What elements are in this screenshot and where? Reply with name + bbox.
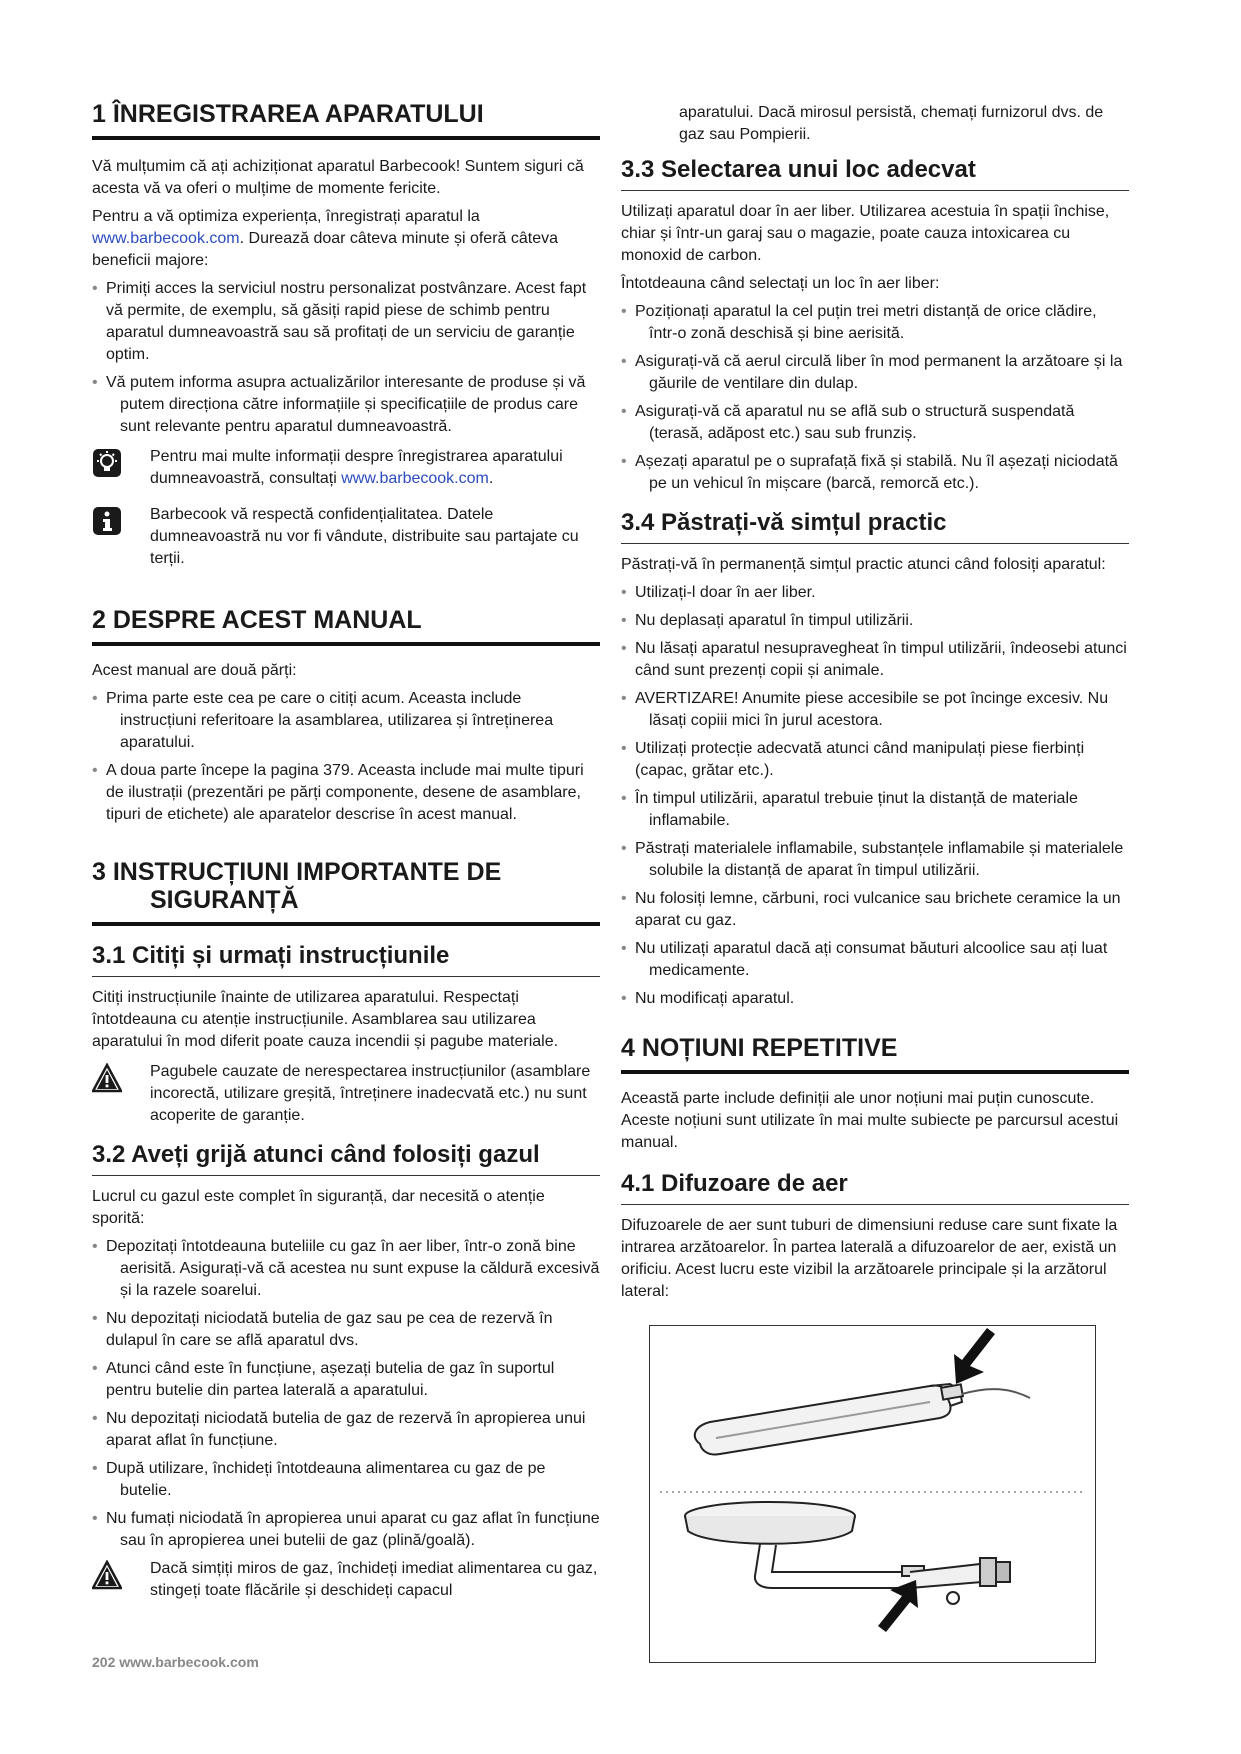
- section-3-4-title: 3.4 Păstrați-vă simțul practic: [621, 509, 1129, 544]
- list-item: • Nu fumați niciodată în apropierea unui aparat cu gaz aflat în funcțiune sau în apropierea unei butelii de gaz (plină/goală).: [92, 1508, 600, 1552]
- s33-paragraph-2: Întotdeauna când selectați un loc în aer liber:: [621, 275, 940, 292]
- list-item: • Nu utilizați aparatul dacă ați consumat băuturi alcoolice sau ați luat medicamente.: [621, 938, 1129, 982]
- warning-note: Pagubele cauzate de nerespectarea instrucțiunilor (asamblare incorectă, utilizare greșită, întreținere inadecvată etc.) nu sunt acoperite de garanție.: [92, 1061, 600, 1127]
- s32-bullets: [92, 1236, 600, 1552]
- s1-bullets: [92, 278, 600, 438]
- s33-bullets: [621, 301, 1129, 495]
- list-item: • AVERTIZARE! Anumite piese accesibile se pot încinge excesiv. Nu lăsați copiii mici în jurul acestora.: [621, 688, 1129, 732]
- list-item: • În timpul utilizării, aparatul trebuie ținut la distanță de materiale inflamabile.: [621, 788, 1129, 832]
- warning-icon: [92, 1063, 122, 1093]
- s32-paragraph: Lucrul cu gazul este complet în siguranță, dar necesită o atenție sporită:: [92, 1188, 545, 1227]
- list-item: • Nu lăsați aparatul nesupravegheat în timpul utilizării, îndeosebi atunci când sunt prezenți copii și animale.: [621, 638, 1129, 682]
- air-diffuser-illustration: [649, 1325, 1096, 1663]
- list-item: • Așezați aparatul pe o suprafață fixă și stabilă. Nu îl așezați niciodată pe un vehicul în mișcare (barcă, remorcă etc.).: [621, 451, 1129, 495]
- s2-bullets: [92, 688, 600, 826]
- list-item: • Nu folosiți lemne, cărbuni, roci vulcanice sau brichete ceramice la un aparat cu gaz.: [621, 888, 1129, 932]
- s1-paragraph-1: Vă mulțumim că ați achiziționat aparatul Barbecook! Suntem siguri că acesta vă va oferi o mulțime de momente fericite.: [92, 158, 584, 197]
- list-item: • Nu depozitați niciodată butelia de gaz de rezervă în apropierea unui aparat aflat în funcțiune.: [92, 1408, 600, 1452]
- warning-icon: [92, 1560, 122, 1590]
- left-column: [92, 100, 600, 1612]
- s2-paragraph: Acest manual are două părți:: [92, 662, 297, 679]
- info-note: Barbecook vă respectă confidențialitatea. Datele dumneavoastră nu vor fi vândute, distribuite sau partajate cu terții.: [92, 504, 600, 570]
- list-item: • Utilizați protecție adecvată atunci când manipulați piese fierbinți (capac, grătar etc.).: [621, 738, 1129, 782]
- section-1-title: 1 ÎNREGISTRAREA APARATULUI: [92, 100, 600, 140]
- list-item: • Nu deplasați aparatul în timpul utilizării.: [621, 610, 1129, 632]
- list-item: • După utilizare, închideți întotdeauna alimentarea cu gaz de pe butelie.: [92, 1458, 600, 1502]
- section-3-title: 3 INSTRUCȚIUNI IMPORTANTE DE SIGURANȚĂ: [92, 858, 600, 926]
- barbecook-link[interactable]: www.barbecook.com: [92, 230, 240, 247]
- right-column: [621, 102, 1129, 1309]
- tip-note: Pentru mai multe informații despre înregistrarea aparatului dumneavoastră, consultați www.barbecook.com.: [92, 446, 600, 490]
- section-4-1-title: 4.1 Difuzoare de aer: [621, 1170, 1129, 1205]
- lightbulb-icon: [92, 448, 122, 478]
- s1-paragraph-2: Pentru a vă optimiza experiența, înregistrați aparatul la www.barbecook.com. Durează doar câteva minute și oferă câteva beneficii majore:: [92, 208, 559, 269]
- section-3-1-title: 3.1 Citiți și urmați instrucțiunile: [92, 942, 600, 977]
- s34-bullets: [621, 582, 1129, 1010]
- list-item: • Nu modificați aparatul.: [621, 988, 1129, 1010]
- section-3-2-title: 3.2 Aveți grijă atunci când folosiți gazul: [92, 1141, 600, 1176]
- list-item: • Prima parte este cea pe care o citiți acum. Aceasta include instrucțiuni referitoare la asamblarea, utilizarea și întreținerea aparatului.: [92, 688, 600, 754]
- s4-paragraph: Această parte include definiții ale unor noțiuni mai puțin cunoscute. Aceste noțiuni sunt utilizate în mai multe subiecte pe parcursul acestui manual.: [621, 1090, 1119, 1151]
- list-item: • Nu depozitați niciodată butelia de gaz sau pe cea de rezervă în dulapul în care se află aparatul dvs.: [92, 1308, 600, 1352]
- list-item: • Utilizați-l doar în aer liber.: [621, 582, 1129, 604]
- page-footer: 202 www.barbecook.com: [92, 1654, 259, 1670]
- s33-paragraph-1: Utilizați aparatul doar în aer liber. Utilizarea acestuia în spații închise, chiar și într-un garaj sau o magazie, poate cauza intoxicarea cu monoxid de carbon.: [621, 203, 1110, 264]
- list-item: • Depozitați întotdeauna buteliile cu gaz în aer liber, într-o zonă bine aerisită. Asigurați-vă că acestea nu sunt expuse la căldură excesivă și la razele soarelui.: [92, 1236, 600, 1302]
- list-item: • Asigurați-vă că aparatul nu se află sub o structură suspendată (terasă, adăpost etc.) sau sub frunziș.: [621, 401, 1129, 445]
- s34-paragraph: Păstrați-vă în permanență simțul practic atunci când folosiți aparatul:: [621, 556, 1106, 573]
- warning-note: Dacă simțiți miros de gaz, închideți imediat alimentarea cu gaz, stingeți toate flăcările și deschideți capacul: [92, 1558, 600, 1602]
- list-item: • Vă putem informa asupra actualizărilor interesante de produse și vă putem direcționa către informațiile și specificațiile de produs care sunt relevante pentru aparatul dumneavoastră.: [92, 372, 600, 438]
- arrow-icon: [954, 1328, 995, 1384]
- list-item: • A doua parte începe la pagina 379. Aceasta include mai multe tipuri de ilustrații (prezentări pe părți componente, desene de asamblare, tipuri de etichete) ale aparatelor descrise în acest manual.: [92, 760, 600, 826]
- s41-paragraph: Difuzoarele de aer sunt tuburi de dimensiuni reduse care sunt fixate la intrarea arzătoarelor. În partea laterală a difuzoarelor de aer, există un orificiu. Acest lucru este vizibil la arzătoarele principale și la arzătorul lateral:: [621, 1217, 1118, 1300]
- list-item: • Păstrați materialele inflamabile, substanțele inflamabile și materialele solubile la distanță de aparat în timpul utilizării.: [621, 838, 1129, 882]
- s32-continuation: aparatului. Dacă mirosul persistă, chemați furnizorul dvs. de gaz sau Pompierii.: [679, 104, 1104, 143]
- list-item: • Atunci când este în funcțiune, așezați butelia de gaz în suportul pentru butelie din partea laterală a aparatului.: [92, 1358, 600, 1402]
- barbecook-link[interactable]: www.barbecook.com: [341, 470, 489, 487]
- list-item: • Poziționați aparatul la cel puțin trei metri distanță de orice clădire, într-o zonă deschisă și bine aerisită.: [621, 301, 1129, 345]
- burner-drawing: [650, 1326, 1095, 1662]
- s31-paragraph: Citiți instrucțiunile înainte de utilizarea aparatului. Respectați întotdeauna cu atenție instrucțiunile. Asamblarea sau utilizarea aparatului în mod diferit poate cauza incendii și pagube materiale.: [92, 989, 559, 1050]
- section-4-title: 4 NOȚIUNI REPETITIVE: [621, 1034, 1129, 1074]
- info-icon: [92, 506, 122, 536]
- list-item: • Asigurați-vă că aerul circulă liber în mod permanent la arzătoare și la găurile de ventilare din dulap.: [621, 351, 1129, 395]
- section-3-3-title: 3.3 Selectarea unui loc adecvat: [621, 156, 1129, 191]
- section-2-title: 2 DESPRE ACEST MANUAL: [92, 606, 600, 646]
- list-item: • Primiți acces la serviciul nostru personalizat postvânzare. Acest fapt vă permite, de exemplu, să găsiți rapid piese de schimb pentru aparatul dumneavoastră sau să profitați de un serviciu de garanție optim.: [92, 278, 600, 366]
